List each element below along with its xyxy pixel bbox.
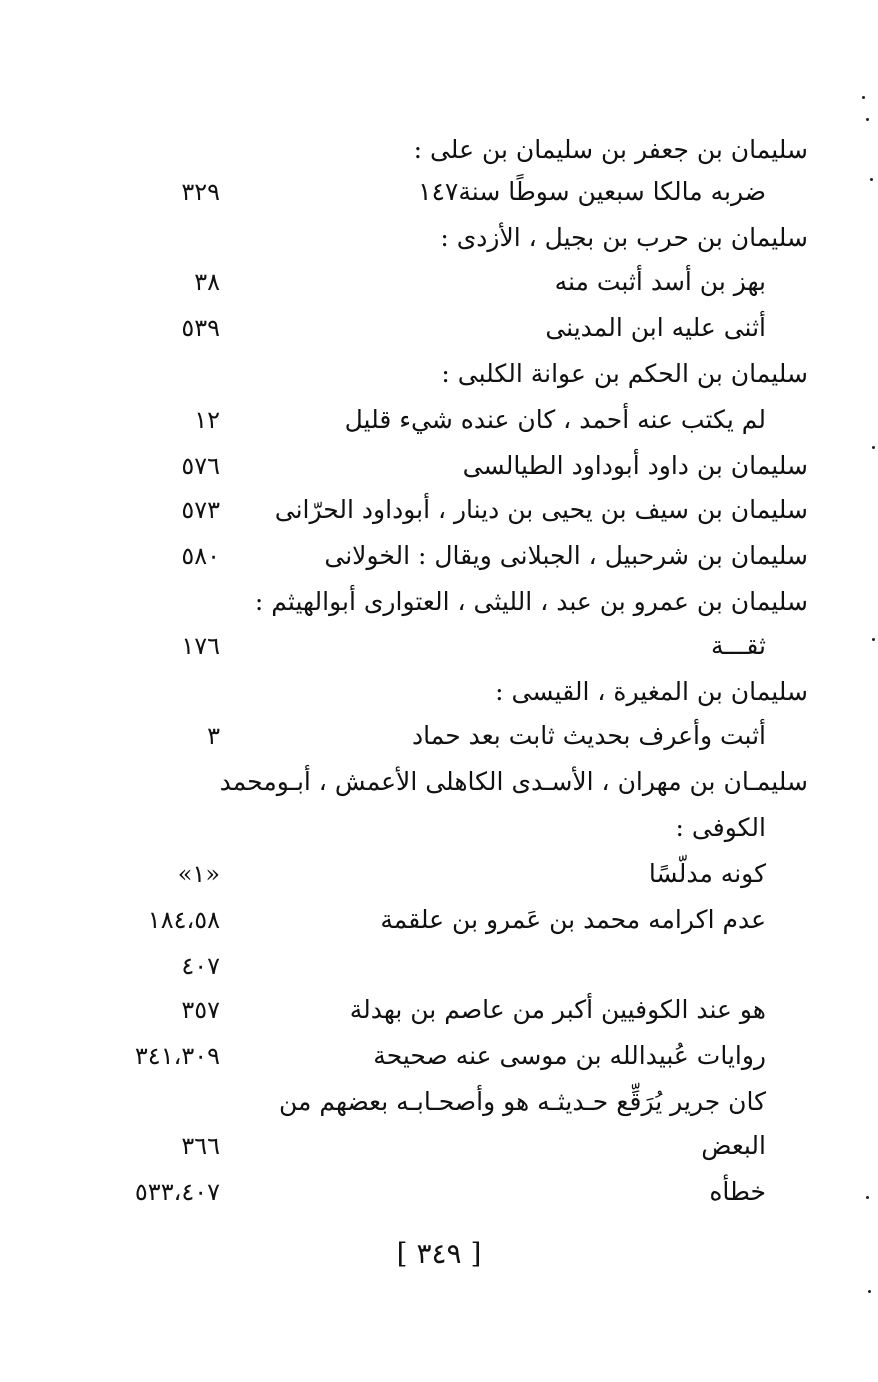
- index-line: [0, 488, 878, 532]
- index-line: [0, 898, 878, 942]
- index-line: [0, 216, 878, 260]
- page-number: [0, 1232, 878, 1276]
- page-ref: ٣٨: [194, 268, 220, 296]
- index-line: [0, 128, 878, 172]
- page-ref: ٥٣٣،٤٠٧: [134, 1178, 220, 1206]
- entry-heading: سليمان بن عمرو بن عبد ، الليثى ، العتوارى أبوالهيثم :: [254, 587, 808, 616]
- entry-heading: سليمان بن سيف بن يحيى بن دينار ، أبوداود الحرّانى: [274, 495, 808, 524]
- entry-heading: سليمان بن جعفر بن سليمان بن على :: [413, 135, 808, 164]
- scan-speck: [872, 446, 875, 449]
- entry-detail: كان جرير يُرَقِّع حـديثـه هو وأصحـابـه بعضهم من: [278, 1087, 766, 1116]
- scan-speck: [868, 1290, 871, 1293]
- entry-detail: خطأه: [709, 1177, 766, 1206]
- page-ref: ١٢: [194, 406, 220, 434]
- entry-detail: أثبت وأعرف بحديث ثابت بعد حماد: [412, 721, 766, 750]
- index-line: [0, 444, 878, 488]
- page-ref: ٣: [207, 722, 220, 750]
- index-line: [0, 1080, 878, 1124]
- index-line: [0, 352, 878, 396]
- page-ref: ٥٨٠: [181, 542, 220, 570]
- page-ref: ٣٥٧: [181, 996, 220, 1024]
- scan-speck: [866, 1196, 869, 1199]
- index-line: [0, 1034, 878, 1078]
- page-ref: ٣٤١،٣٠٩: [134, 1042, 220, 1070]
- index-line: [0, 534, 878, 578]
- entry-detail: الكوفى :: [675, 813, 766, 842]
- page-number-label: [ ٣٤٩ ]: [396, 1237, 482, 1270]
- entry-detail: أثنى عليه ابن المدينى: [545, 313, 766, 342]
- entry-detail: روايات عُبيدالله بن موسى عنه صحيحة: [373, 1041, 766, 1070]
- page-ref: ١٨٤،٥٨: [147, 906, 220, 934]
- entry-heading: سليمان بن شرحبيل ، الجبلانى ويقال : الخولانى: [324, 541, 808, 570]
- entry-heading: سليمان بن المغيرة ، القيسى :: [495, 677, 808, 706]
- scan-speck: [866, 118, 869, 121]
- index-line: [0, 714, 878, 758]
- index-line: [0, 580, 878, 624]
- entry-detail: ضربه مالكا سبعين سوطًا سنة١٤٧: [418, 177, 766, 206]
- scan-speck: [872, 638, 875, 641]
- index-line: [0, 806, 878, 850]
- page-ref: ٤٠٧: [181, 952, 220, 980]
- index-line: [0, 306, 878, 350]
- index-line: [0, 944, 878, 988]
- entry-heading: سليمان بن الحكم بن عوانة الكلبى :: [441, 359, 808, 388]
- page-ref: ٣٢٩: [181, 178, 220, 206]
- index-line: [0, 260, 878, 304]
- page-ref: ٥٧٣: [181, 496, 220, 524]
- entry-heading: سليمان بن داود أبوداود الطيالسى: [462, 451, 808, 480]
- index-line: [0, 398, 878, 442]
- page-ref: ٣٦٦: [181, 1132, 220, 1160]
- index-line: [0, 852, 878, 896]
- page-ref: ٥٣٩: [181, 314, 220, 342]
- index-line: [0, 624, 878, 668]
- entry-heading: سليمان بن حرب بن بجيل ، الأزدى :: [440, 223, 808, 252]
- entry-detail: لم يكتب عنه أحمد ، كان عنده شيء قليل: [344, 405, 766, 434]
- entry-detail: عدم اكرامه محمد بن عَمرو بن علقمة: [380, 905, 766, 934]
- index-line: [0, 760, 878, 804]
- scan-speck: [870, 178, 873, 181]
- scan-speck: [862, 96, 865, 99]
- index-line: [0, 1170, 878, 1214]
- page-ref: ٥٧٦: [181, 452, 220, 480]
- index-line: [0, 1124, 878, 1168]
- entry-heading: سليمـان بن مهران ، الأسـدى الكاهلى الأعمش ، أبـومحمد: [219, 767, 808, 796]
- index-line: [0, 170, 878, 214]
- entry-detail: هو عند الكوفيين أكبر من عاصم بن بهدلة: [349, 995, 766, 1024]
- entry-detail: البعض: [701, 1131, 766, 1160]
- entry-detail: ثقـــة: [711, 631, 766, 660]
- page-ref: «١»: [177, 860, 220, 888]
- page-ref: ١٧٦: [181, 632, 220, 660]
- entry-detail: كونه مدلّسًا: [648, 859, 766, 888]
- index-line: [0, 670, 878, 714]
- index-line: [0, 988, 878, 1032]
- entry-detail: بهز بن أسد أثبت منه: [554, 267, 766, 296]
